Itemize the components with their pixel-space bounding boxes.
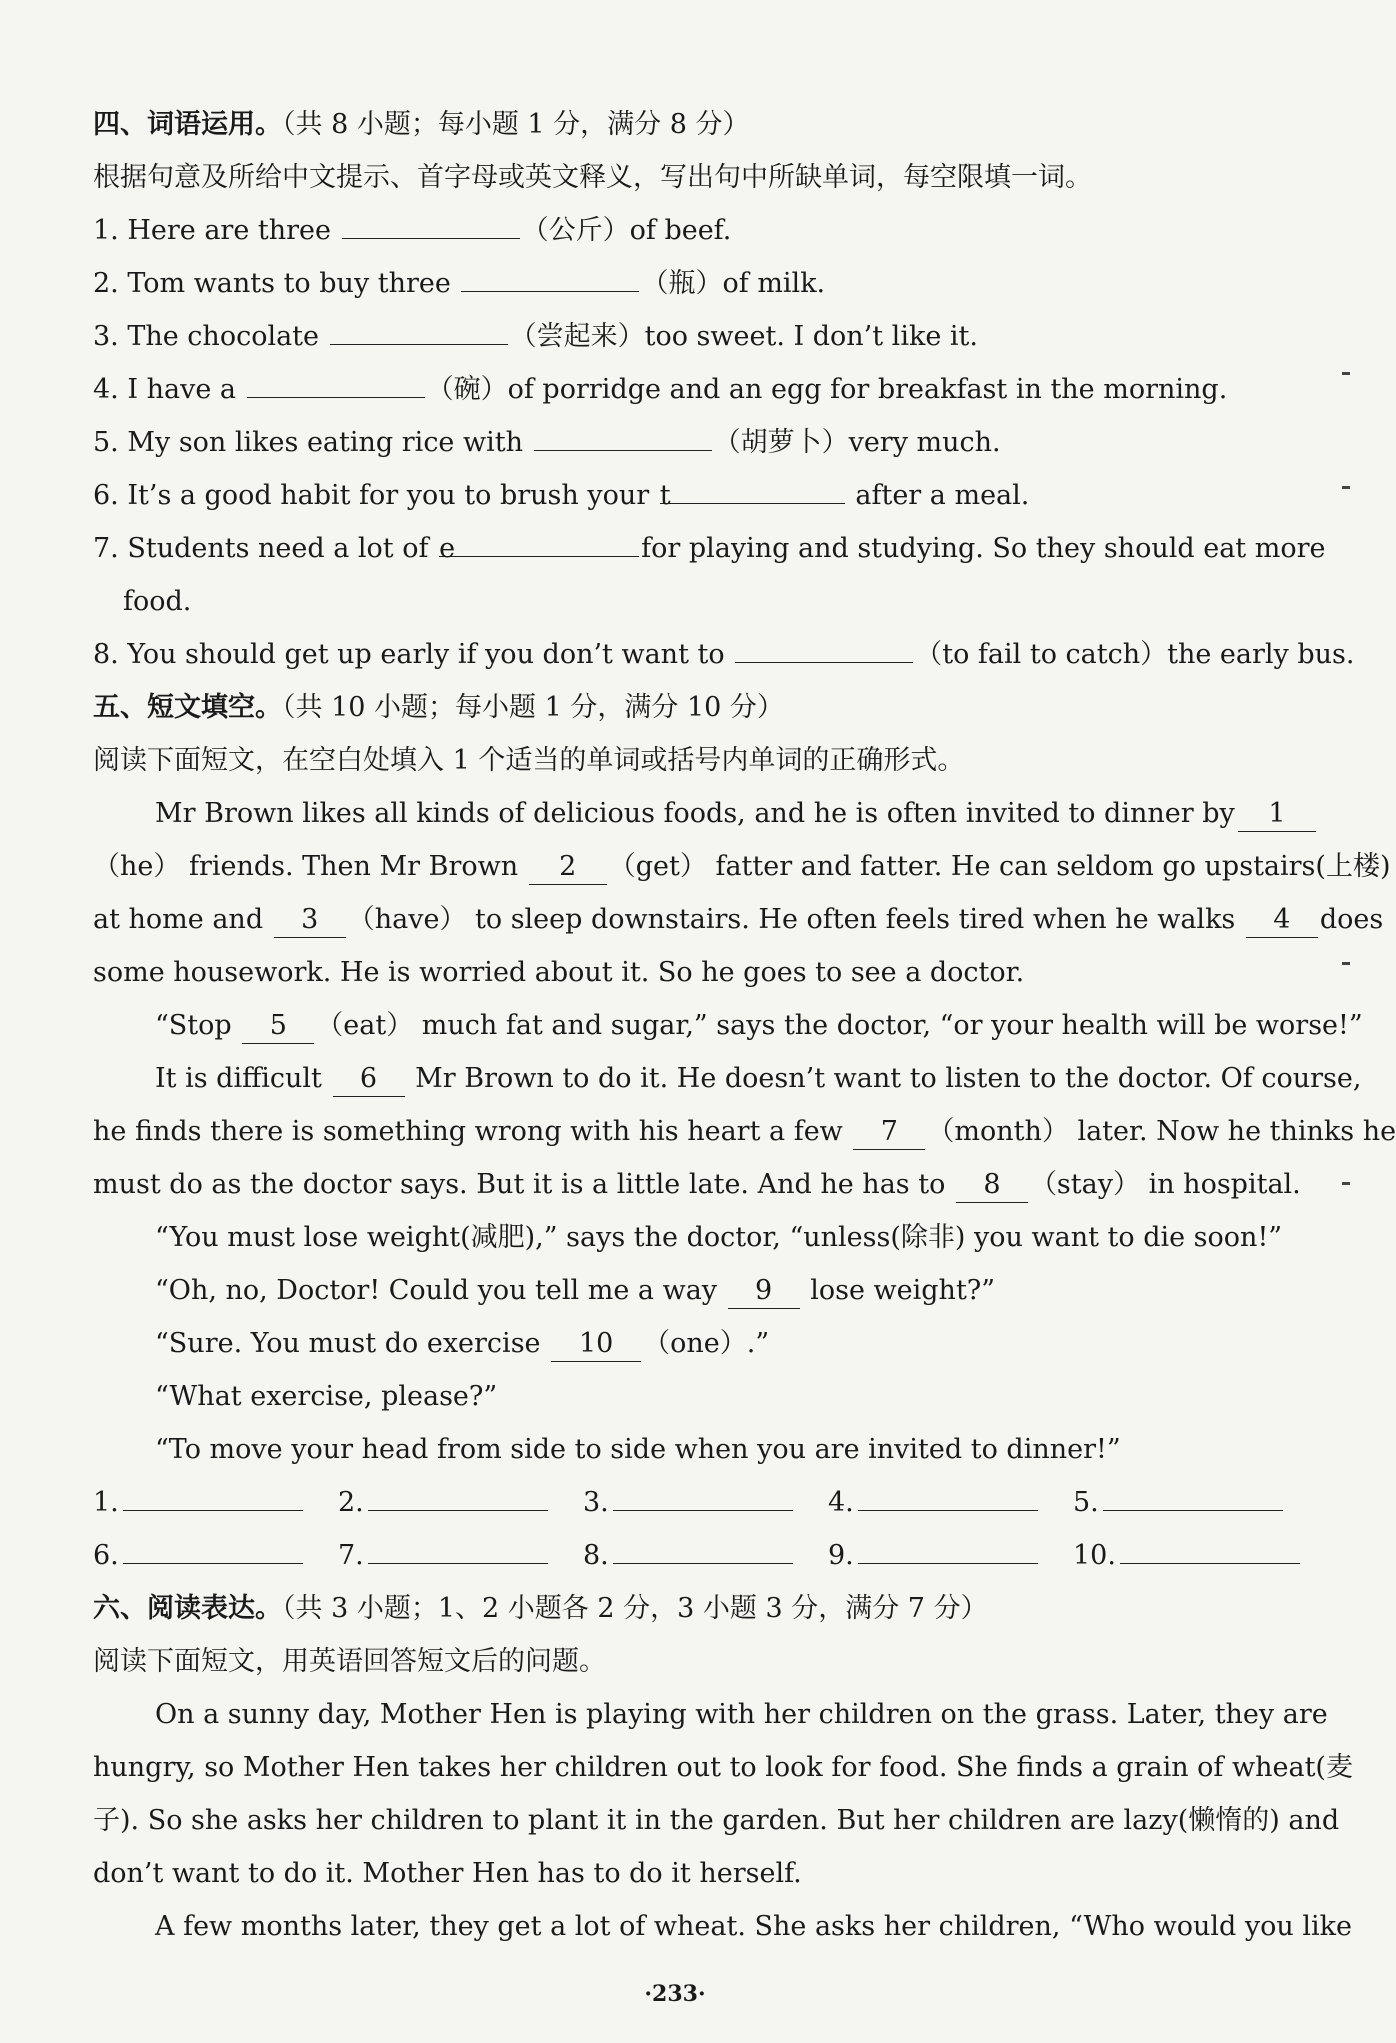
section4-instruction: 根据句意及所给中文提示、首字母或英文释义，写出句中所缺单词，每空限填一词。 — [93, 162, 1092, 193]
passage-line: It is difficult 6 Mr Brown to do it. He doesn’t want to listen to the doctor. Of course, — [93, 1052, 1318, 1105]
passage-line: “Sure. You must do exercise 10 （one）.” — [93, 1317, 1318, 1370]
reading-line: hungry, so Mother Hen takes her children out to look for food. She finds a grain of wheat(麦 — [93, 1752, 1353, 1783]
answer-blank[interactable] — [368, 1476, 548, 1511]
answer-row: 6. 7. 8. 9. 10. — [93, 1529, 1318, 1582]
passage-line: “To move your head from side to side when you are invited to dinner!” — [155, 1434, 1121, 1465]
passage-line: some housework. He is worried about it. So he goes to see a doctor. — [93, 957, 1025, 988]
reading-line: On a sunny day, Mother Hen is playing with her children on the grass. Later, they are — [155, 1699, 1328, 1730]
numbered-blank[interactable]: 4 — [1246, 903, 1318, 938]
numbered-blank[interactable]: 7 — [853, 1115, 925, 1150]
passage-line: “Stop 5 （eat） much fat and sugar,” says the doctor, “or your health will be worse!” — [93, 999, 1318, 1052]
passage-line: he finds there is something wrong with his heart a few 7 （month） later. Now he thinks he — [93, 1105, 1318, 1158]
initial-letter: e — [439, 533, 456, 564]
edge-mark — [1342, 962, 1350, 965]
answer-blank[interactable] — [1103, 1476, 1283, 1511]
answer-row: 1. 2. 3. 4. 5. — [93, 1476, 1318, 1529]
initial-letter: t — [659, 480, 671, 511]
numbered-blank[interactable]: 6 — [333, 1062, 405, 1097]
page-number: ·233· — [644, 1981, 706, 2007]
question-1: 1. Here are three （公斤）of beef. — [93, 204, 1318, 257]
section5-instruction: 阅读下面短文，在空白处填入 1 个适当的单词或括号内单词的正确形式。 — [93, 745, 965, 776]
page-content — [93, 98, 1396, 1953]
numbered-blank[interactable]: 9 — [728, 1274, 800, 1309]
answer-blank[interactable] — [735, 628, 913, 663]
question-7-continued: food. — [123, 586, 192, 617]
answer-blank[interactable] — [858, 1529, 1038, 1564]
answer-blank[interactable] — [858, 1476, 1038, 1511]
question-3: 3. The chocolate （尝起来）too sweet. I don’t like it. — [93, 310, 1318, 363]
passage-line: “Oh, no, Doctor! Could you tell me a way 9 lose weight?” — [93, 1264, 1318, 1317]
section5-heading: 五、短文填空。（共 10 小题；每小题 1 分，满分 10 分） — [93, 692, 784, 723]
numbered-blank[interactable]: 10 — [551, 1327, 641, 1362]
edge-mark — [1342, 1182, 1350, 1185]
question-7: 7. Students need a lot of e for playing and studying. So they should eat more — [93, 522, 1318, 575]
passage-line: “You must lose weight(减肥),” says the doctor, “unless(除非) you want to die soon!” — [155, 1222, 1283, 1253]
passage-line: （he） friends. Then Mr Brown 2 （get） fatter and fatter. He can seldom go upstairs(上楼) — [93, 840, 1318, 893]
section6-instruction: 阅读下面短文，用英语回答短文后的问题。 — [93, 1646, 606, 1677]
passage-line: must do as the doctor says. But it is a little late. And he has to 8 （stay） in hospital. — [93, 1158, 1318, 1211]
question-2: 2. Tom wants to buy three （瓶）of milk. — [93, 257, 1318, 310]
numbered-blank[interactable]: 5 — [242, 1009, 314, 1044]
answer-blank[interactable] — [1120, 1529, 1300, 1564]
answer-blank[interactable] — [613, 1529, 793, 1564]
answer-blank[interactable] — [123, 1529, 303, 1564]
question-8: 8. You should get up early if you don’t want to （to fail to catch）the early bus. — [93, 628, 1318, 681]
answer-blank[interactable] — [330, 310, 508, 345]
question-4: 4. I have a （碗）of porridge and an egg for breakfast in the morning. — [93, 363, 1318, 416]
question-6: 6. It’s a good habit for you to brush your t after a meal. — [93, 469, 1318, 522]
answer-blank[interactable] — [659, 469, 845, 511]
passage-line: at home and 3 （have） to sleep downstairs. He often feels tired when he walks 4 does — [93, 893, 1318, 946]
reading-line: 子). So she asks her children to plant it in the garden. But her children are lazy(懒惰的) and — [93, 1805, 1340, 1836]
edge-mark — [1342, 486, 1350, 489]
section4-heading: 四、词语运用。（共 8 小题；每小题 1 分，满分 8 分） — [93, 109, 750, 140]
answer-blank[interactable] — [123, 1476, 303, 1511]
answer-blank[interactable] — [439, 522, 639, 564]
reading-line: A few months later, they get a lot of wheat. She asks her children, “Who would you like — [155, 1911, 1352, 1942]
answer-blank[interactable] — [534, 416, 712, 451]
edge-mark — [1342, 372, 1350, 375]
section6-heading: 六、阅读表达。（共 3 小题；1、2 小题各 2 分，3 小题 3 分，满分 7 分） — [93, 1593, 988, 1624]
numbered-blank[interactable]: 2 — [529, 850, 607, 885]
answer-blank[interactable] — [342, 204, 520, 239]
numbered-blank[interactable]: 1 — [1238, 797, 1316, 832]
passage-line: “What exercise, please?” — [155, 1381, 498, 1412]
answer-blank[interactable] — [613, 1476, 793, 1511]
numbered-blank[interactable]: 8 — [956, 1168, 1028, 1203]
numbered-blank[interactable]: 3 — [274, 903, 346, 938]
answer-blank[interactable] — [368, 1529, 548, 1564]
passage-line: Mr Brown likes all kinds of delicious foods, and he is often invited to dinner by 1 — [93, 787, 1318, 840]
reading-line: don’t want to do it. Mother Hen has to do it herself. — [93, 1858, 802, 1889]
question-5: 5. My son likes eating rice with （胡萝卜）very much. — [93, 416, 1318, 469]
answer-blank[interactable] — [247, 363, 425, 398]
answer-blank[interactable] — [461, 257, 639, 292]
